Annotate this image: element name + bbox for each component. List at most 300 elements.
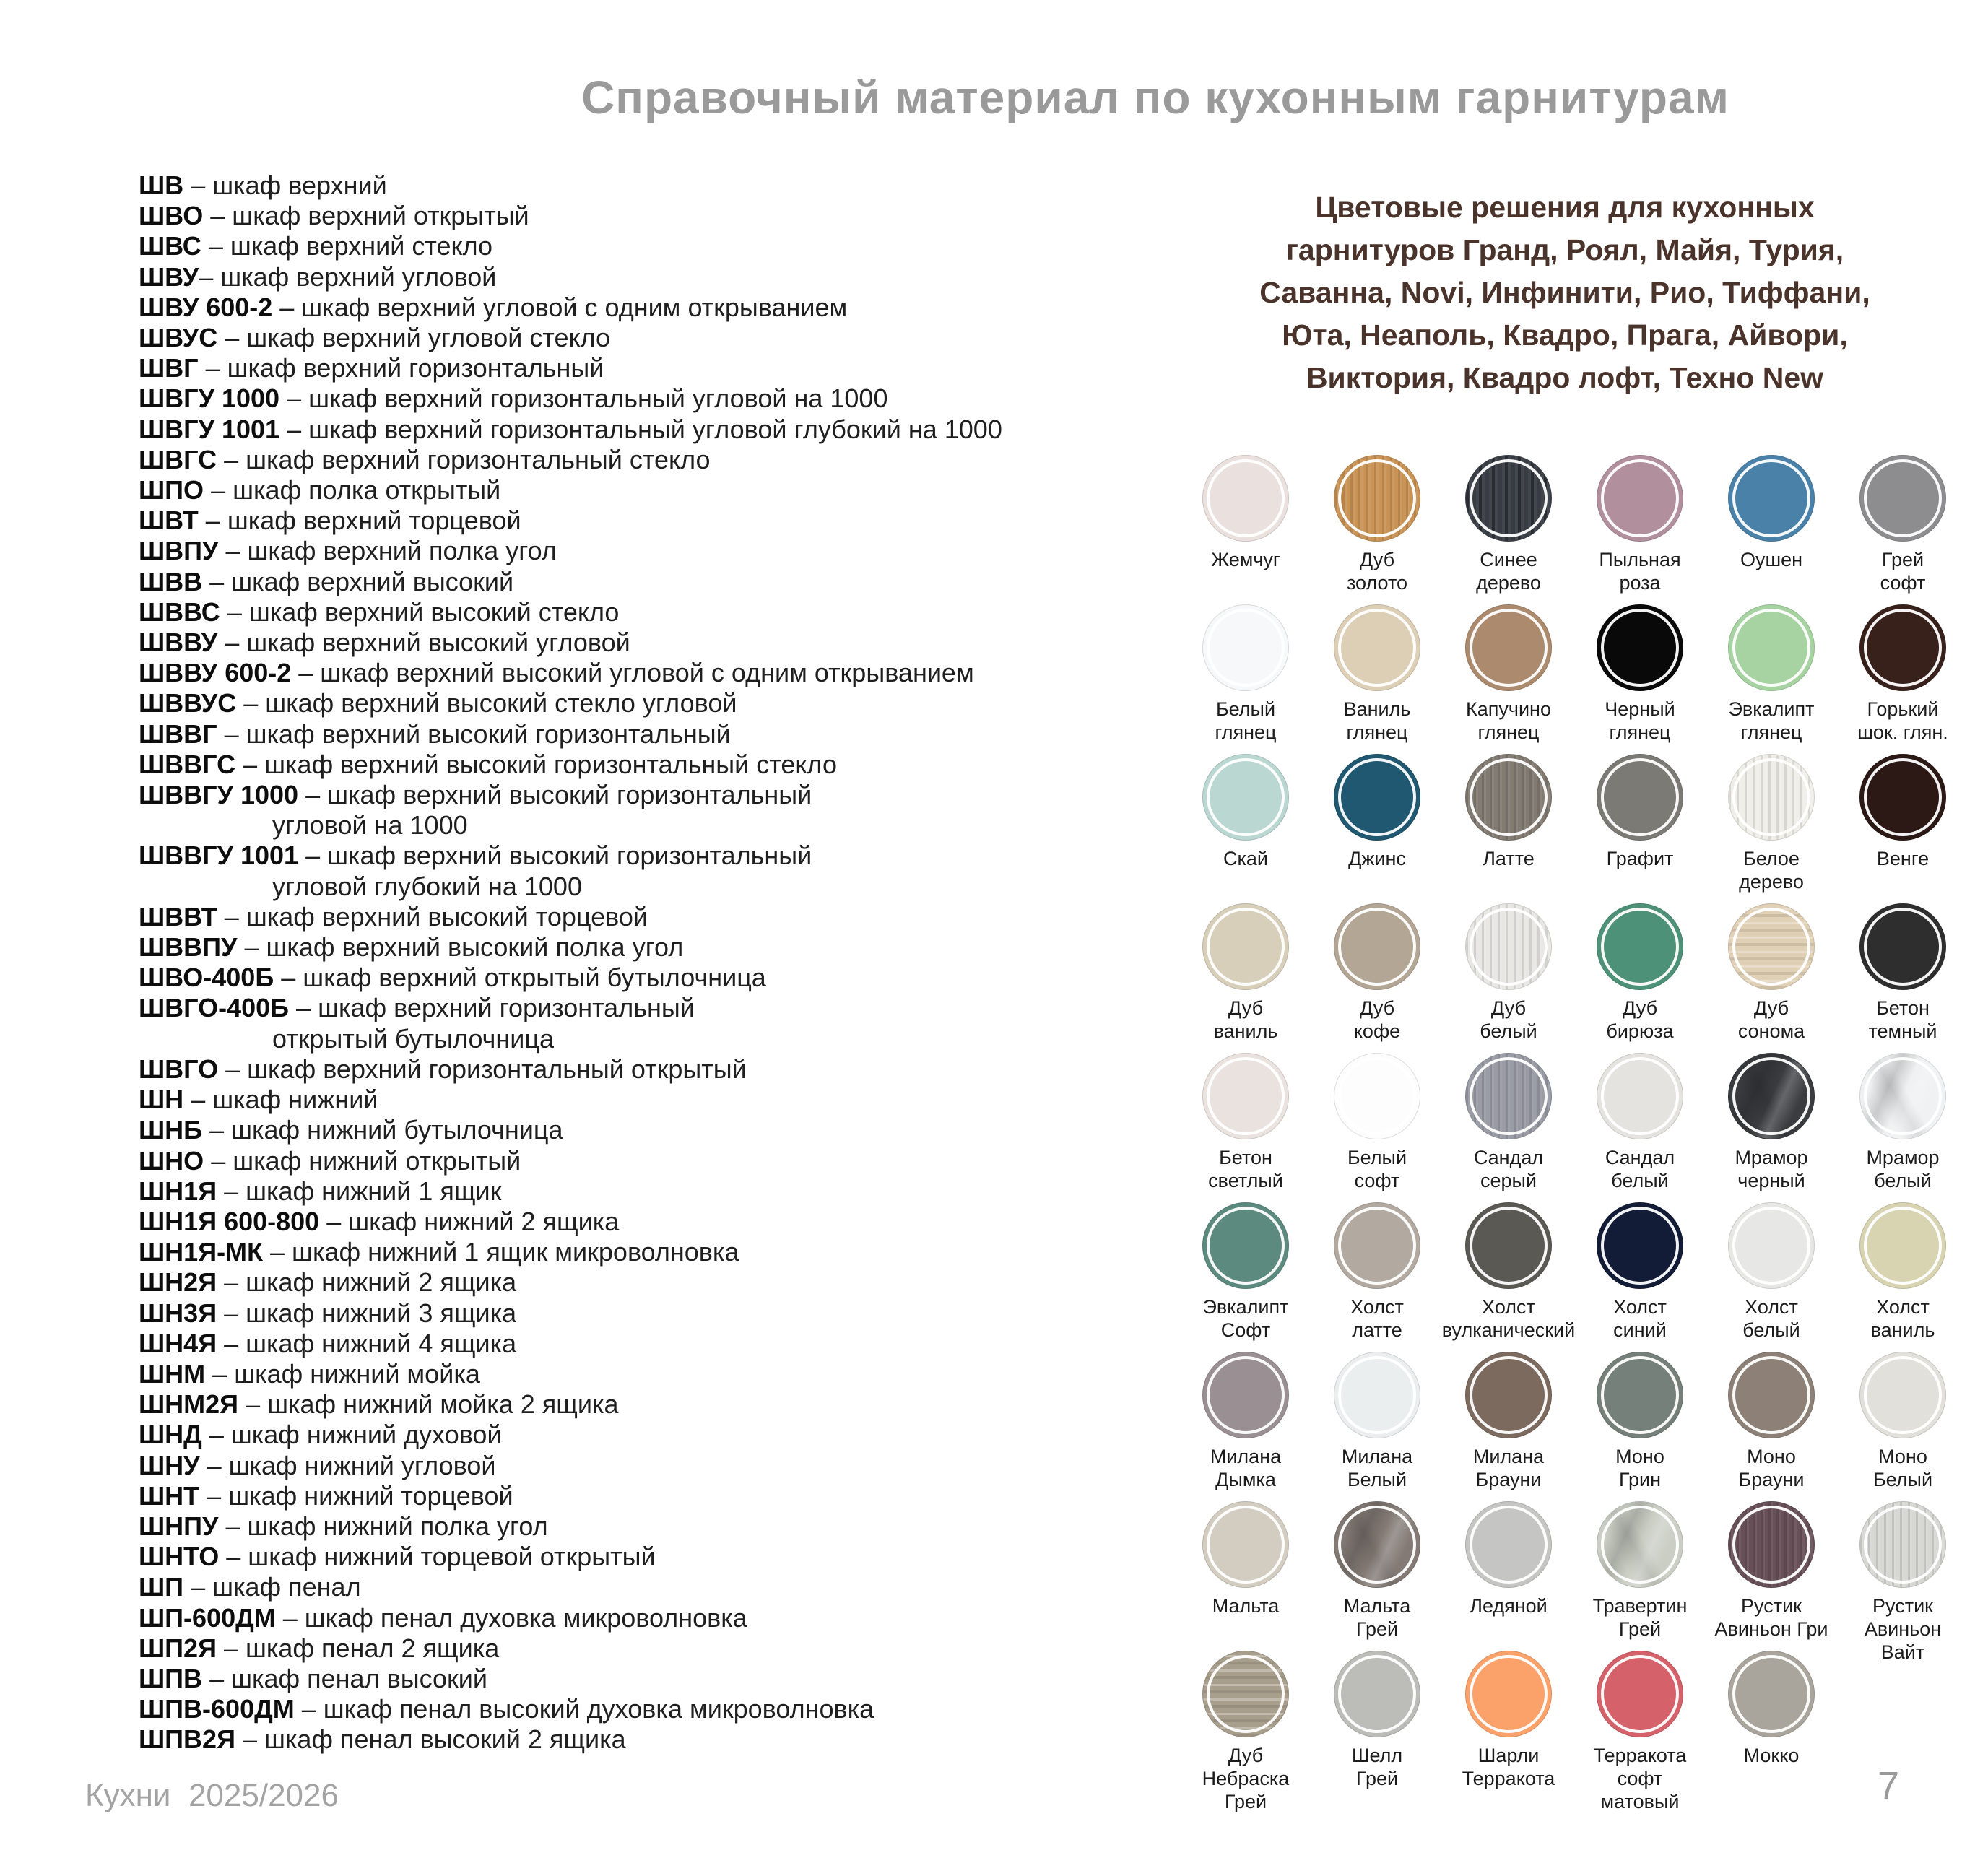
color-swatch-label: Холст ваниль [1870, 1296, 1935, 1341]
color-swatch-label: Эвкалипт глянец [1728, 698, 1815, 743]
abbreviation-item [139, 627, 1193, 658]
abbreviation-item [139, 567, 1193, 597]
color-swatch-circle [1202, 1352, 1289, 1438]
color-swatch-circle [1728, 1501, 1815, 1588]
abbreviation-desc: – шкаф верхний высокий [202, 566, 514, 596]
abbreviation-item [139, 1115, 1193, 1145]
color-swatch-label: Моно Белый [1872, 1446, 1933, 1490]
abbreviation-code: ШВГС [139, 444, 217, 474]
abbreviation-desc: – шкаф нижний 1 ящик микроволновка [263, 1237, 739, 1267]
color-swatch-circle [1728, 604, 1815, 691]
abbreviation-item [139, 841, 1193, 901]
abbreviation-desc: – шкаф пенал [183, 1572, 361, 1602]
color-swatch [1706, 1053, 1837, 1202]
abbreviation-code: ШН [139, 1085, 184, 1115]
abbreviation-item [139, 1633, 1193, 1664]
abbreviation-code: ШВВУС [139, 688, 237, 718]
color-swatch-label: Рустик Авиньон Вайт [1864, 1595, 1942, 1663]
abbreviation-item [139, 993, 1193, 1054]
abbreviation-code: ШНМ2Я [139, 1389, 239, 1420]
abbreviation-code: ШВВГУ 1001 [139, 841, 299, 871]
color-swatch [1443, 903, 1574, 1053]
abbreviation-desc: – шкаф верхний открытый [203, 201, 529, 231]
abbreviation-code: ШВВС [139, 596, 220, 627]
color-swatch [1837, 1352, 1962, 1501]
color-swatch [1443, 1501, 1574, 1651]
color-swatch [1180, 1501, 1311, 1651]
color-swatch [1443, 1352, 1574, 1501]
abbreviation-code: ШП-600ДМ [139, 1602, 276, 1633]
color-swatch-label: Скай [1223, 848, 1268, 869]
color-swatch [1311, 903, 1443, 1053]
color-swatch-circle [1597, 1501, 1683, 1588]
abbreviation-desc: – шкаф верхний высокий полка угол [237, 932, 684, 963]
abbreviation-desc: – шкаф верхний высокий горизонтальный [217, 718, 731, 749]
abbreviation-code: ШП [139, 1572, 184, 1602]
color-swatch [1574, 1202, 1706, 1352]
color-swatch-label: Графит [1606, 848, 1674, 869]
abbreviation-desc: – шкаф верхний высокий торцевой [217, 901, 648, 932]
abbreviation-item [139, 1572, 1193, 1602]
abbreviation-item [139, 201, 1193, 231]
abbreviation-item [139, 597, 1193, 627]
color-swatch-circle [1728, 903, 1815, 990]
abbreviation-desc: – шкаф нижний 2 ящика [319, 1206, 620, 1236]
abbreviation-code: ШВГ [139, 353, 199, 383]
abbreviation-code: ШНУ [139, 1450, 200, 1480]
abbreviation-item [139, 1054, 1193, 1085]
color-swatch [1574, 1501, 1706, 1651]
color-swatch-circle [1334, 455, 1420, 542]
color-swatch-circle [1465, 754, 1552, 841]
abbreviation-desc: – шкаф верхний горизонтальный угловой глубокий на 1000 [279, 414, 1002, 444]
color-swatch-label: Белый софт [1347, 1147, 1407, 1191]
color-swatch-label: Мрамор белый [1866, 1147, 1940, 1191]
abbreviation-desc: – шкаф нижний 2 ящика [217, 1267, 517, 1298]
abbreviation-desc: – шкаф верхний высокий стекло угловой [236, 688, 737, 718]
color-swatch-circle [1334, 903, 1420, 990]
abbreviation-desc: – шкаф верхний высокий горизонтальный [298, 780, 812, 810]
color-swatch-circle [1465, 1202, 1552, 1289]
color-swatch-label: Горький шок. глян. [1857, 698, 1948, 743]
color-swatch-circle [1465, 1352, 1552, 1438]
abbreviation-code: ШПВ2Я [139, 1724, 235, 1755]
abbreviation-code: ШВО [139, 201, 204, 231]
abbreviation-desc: – шкаф пенал духовка микроволновка [275, 1602, 747, 1633]
abbreviation-code: ШВВТ [139, 901, 217, 932]
abbreviation-item [139, 323, 1193, 353]
abbreviation-desc: – шкаф верхний горизонтальный открытый [218, 1054, 747, 1084]
color-swatch-label: Мальта [1212, 1595, 1280, 1617]
abbreviation-desc: – шкаф верхний горизонтальный угловой на 1000 [279, 383, 888, 414]
abbreviation-item [139, 445, 1193, 475]
color-swatch [1574, 604, 1706, 754]
color-swatch-label: Ваниль глянец [1343, 698, 1411, 743]
color-swatch-label: Травертин Грей [1592, 1595, 1688, 1640]
color-swatch-label: Эвкалипт Софт [1202, 1296, 1289, 1341]
color-swatch [1574, 903, 1706, 1053]
color-swatch-circle [1728, 1651, 1815, 1737]
abbreviation-desc: – шкаф нижний 1 ящик [217, 1176, 502, 1206]
abbreviation-desc-continued: угловой глубокий на 1000 [272, 871, 582, 901]
abbreviation-item [139, 719, 1193, 750]
abbreviation-code: ШВГО [139, 1054, 219, 1084]
color-swatch-circle [1597, 604, 1683, 691]
color-swatch-label: Бетон светлый [1208, 1147, 1283, 1191]
abbreviation-code: ШВТ [139, 505, 199, 536]
color-swatch-circle [1597, 1202, 1683, 1289]
abbreviation-item [139, 688, 1193, 718]
color-swatch-label: Сандал серый [1473, 1147, 1544, 1191]
abbreviation-code: ШПВ [139, 1663, 203, 1693]
abbreviation-code: ШП2Я [139, 1633, 217, 1663]
color-swatch-circle [1597, 1053, 1683, 1139]
abbreviation-code: ШНД [139, 1420, 202, 1450]
abbreviation-desc: – шкаф верхний горизонтальный [289, 993, 695, 1023]
abbreviation-code: ШНБ [139, 1115, 203, 1145]
abbreviation-item [139, 1359, 1193, 1389]
abbreviation-desc: – шкаф верхний открытый бутылочница [274, 963, 766, 993]
color-swatch [1180, 754, 1311, 903]
color-swatch-label: Терракота софт матовый [1593, 1745, 1687, 1812]
abbreviation-item [139, 262, 1193, 292]
color-swatch [1180, 604, 1311, 754]
abbreviation-desc: – шкаф верхний высокий горизонтальный стекло [235, 749, 837, 779]
abbreviation-item [139, 932, 1193, 963]
color-swatch-label: Моно Грин [1615, 1446, 1664, 1490]
color-swatch [1180, 903, 1311, 1053]
color-swatch-label: Шарли Терракота [1462, 1745, 1555, 1789]
abbreviation-desc: – шкаф нижний мойка [205, 1358, 480, 1389]
color-swatch-circle [1334, 1501, 1420, 1588]
color-swatch [1443, 1202, 1574, 1352]
color-swatch-circle [1465, 455, 1552, 542]
color-swatch [1706, 1651, 1837, 1800]
color-swatch-label: Капучино глянец [1466, 698, 1551, 743]
color-swatch-label: Жемчуг [1211, 549, 1280, 570]
abbreviation-desc: – шкаф верхний высокий угловой с одним открыванием [291, 658, 974, 688]
abbreviation-item [139, 750, 1193, 780]
abbreviation-code: ШВВГУ 1000 [139, 780, 299, 810]
color-swatch-circle [1465, 1501, 1552, 1588]
color-swatch [1706, 1352, 1837, 1501]
abbreviation-desc: – шкаф нижний 3 ящика [217, 1298, 517, 1328]
color-swatch-label: Холст латте [1350, 1296, 1404, 1341]
abbreviation-code: ШН1Я 600-800 [139, 1206, 320, 1236]
abbreviation-item [139, 414, 1193, 445]
abbreviation-code: ШВГУ 1001 [139, 414, 280, 444]
abbreviation-code: ШВС [139, 231, 201, 261]
abbreviation-desc: – шкаф нижний мойка 2 ящика [238, 1389, 619, 1420]
abbreviation-code: ШН2Я [139, 1267, 217, 1298]
color-swatch-circle [1465, 903, 1552, 990]
color-swatch-label: Дуб Небраска Грей [1202, 1745, 1290, 1812]
abbreviation-desc: – шкаф верхний горизонтальный [198, 353, 604, 383]
page-number: 7 [1878, 1764, 1900, 1807]
color-swatch-circle [1202, 1651, 1289, 1737]
color-swatch-label: Рустик Авиньон Гри [1714, 1595, 1828, 1640]
color-swatch-circle [1465, 1651, 1552, 1737]
abbreviation-desc: – шкаф пенал высокий [202, 1663, 487, 1693]
abbreviation-code: ШНТ [139, 1480, 200, 1511]
color-swatch [1574, 1651, 1706, 1812]
abbreviation-desc: – шкаф нижний открытый [204, 1145, 521, 1176]
color-swatch-label: Дуб ваниль [1213, 997, 1278, 1042]
abbreviation-item [139, 902, 1193, 932]
abbreviation-item [139, 1420, 1193, 1450]
color-swatch-circle [1859, 1202, 1946, 1289]
color-swatch-label: Милана Белый [1341, 1446, 1413, 1490]
abbreviation-item [139, 292, 1193, 323]
abbreviation-desc: – шкаф нижний торцевой [199, 1480, 513, 1511]
color-swatch [1311, 1352, 1443, 1501]
color-swatch-circle [1334, 754, 1420, 841]
abbreviation-code: ШН4Я [139, 1328, 217, 1358]
abbreviation-item [139, 1207, 1193, 1237]
abbreviation-desc: – шкаф пенал высокий 2 ящика [235, 1724, 626, 1755]
color-swatch-circle [1334, 1053, 1420, 1139]
color-swatch [1837, 1501, 1962, 1663]
abbreviation-desc: – шкаф нижний 4 ящика [217, 1328, 517, 1358]
swatch-grid [1180, 455, 1962, 1812]
color-swatch [1574, 455, 1706, 604]
abbreviation-desc: – шкаф верхний торцевой [198, 505, 521, 536]
color-swatch-label: Милана Брауни [1472, 1446, 1545, 1490]
color-swatch [1706, 754, 1837, 903]
abbreviation-desc: – шкаф пенал высокий духовка микроволновка [294, 1694, 874, 1724]
abbreviation-item [139, 1603, 1193, 1633]
abbreviation-item [139, 1329, 1193, 1359]
color-swatch-label: Сандал белый [1605, 1147, 1675, 1191]
color-swatch [1311, 1651, 1443, 1800]
color-swatch-label: Ледяной [1470, 1595, 1548, 1617]
abbreviation-desc: – шкаф нижний духовой [201, 1420, 502, 1450]
abbreviation-desc: – шкаф верхний угловой [199, 261, 497, 292]
color-swatch [1443, 1651, 1574, 1800]
color-swatch-circle [1465, 604, 1552, 691]
abbreviation-item [139, 505, 1193, 536]
abbreviation-desc: – шкаф верхний полка угол [218, 536, 557, 566]
footer-catalog-label: Кухни 2025/2026 [85, 1778, 339, 1813]
color-swatch-circle [1728, 754, 1815, 841]
color-swatch [1443, 604, 1574, 754]
color-swatch-circle [1597, 903, 1683, 990]
color-swatch [1837, 1053, 1962, 1202]
color-swatch [1180, 1352, 1311, 1501]
abbreviation-code: ШНМ [139, 1358, 206, 1389]
color-swatch-circle [1202, 604, 1289, 691]
abbreviation-list [139, 170, 1193, 1755]
color-swatch-label: Синее дерево [1476, 549, 1541, 594]
color-swatch [1706, 455, 1837, 604]
color-swatch [1706, 1202, 1837, 1352]
color-swatch-label: Дуб золото [1346, 549, 1408, 594]
color-swatch [1311, 1501, 1443, 1651]
abbreviation-code: ШВВГ [139, 718, 217, 749]
color-swatch-circle [1597, 1352, 1683, 1438]
color-swatch-circle [1859, 604, 1946, 691]
color-swatch-circle [1859, 903, 1946, 990]
abbreviation-code: ШН1Я-МК [139, 1237, 264, 1267]
abbreviation-code: ШНО [139, 1145, 204, 1176]
abbreviation-code: ШНТО [139, 1542, 220, 1572]
color-swatch-label: Дуб кофе [1353, 997, 1401, 1042]
color-swatch-label: Дуб сонома [1737, 997, 1805, 1042]
color-swatch-circle [1597, 1651, 1683, 1737]
color-swatch-label: Милана Дымка [1210, 1446, 1282, 1490]
abbreviation-item [139, 1664, 1193, 1694]
color-swatch-circle [1334, 1202, 1420, 1289]
abbreviation-code: ШВГО-400Б [139, 993, 290, 1023]
color-swatch-label: Моно Брауни [1738, 1446, 1805, 1490]
color-swatch [1837, 754, 1962, 903]
abbreviation-item [139, 1267, 1193, 1298]
abbreviation-code: ШН1Я [139, 1176, 217, 1206]
abbreviation-item [139, 1694, 1193, 1724]
color-swatch-label: Холст синий [1613, 1296, 1667, 1341]
abbreviation-code: ШВВ [139, 566, 203, 596]
color-swatch [1311, 455, 1443, 604]
abbreviation-code: ШВО-400Б [139, 963, 274, 993]
abbreviation-desc: – шкаф верхний высокий горизонтальный [298, 841, 812, 871]
color-swatch-label: Холст белый [1742, 1296, 1800, 1341]
color-swatch-circle [1597, 754, 1683, 841]
color-swatch [1706, 604, 1837, 754]
abbreviation-code: ШПВ-600ДМ [139, 1694, 295, 1724]
color-swatch [1311, 1202, 1443, 1352]
color-swatch-label: Венге [1876, 848, 1930, 869]
color-swatch [1180, 1202, 1311, 1352]
color-swatch-label: Оушен [1740, 549, 1803, 570]
abbreviation-item [139, 1542, 1193, 1572]
abbreviation-desc: – шкаф верхний высокий стекло [220, 596, 620, 627]
color-swatch [1180, 455, 1311, 604]
abbreviation-code: ШНПУ [139, 1511, 219, 1541]
color-swatch-circle [1728, 1352, 1815, 1438]
abbreviation-desc: – шкаф полка открытый [204, 475, 501, 505]
color-swatch-label: Шелл Грей [1351, 1745, 1403, 1789]
color-swatch [1837, 903, 1962, 1053]
abbreviation-desc: – шкаф верхний высокий угловой [217, 627, 630, 658]
color-swatch [1574, 1352, 1706, 1501]
abbreviation-desc: – шкаф верхний горизонтальный стекло [217, 444, 711, 474]
color-swatch-label: Бетон темный [1868, 997, 1937, 1042]
abbreviation-code: ШВВПУ [139, 932, 238, 963]
color-swatch [1311, 754, 1443, 903]
color-swatch-circle [1859, 1352, 1946, 1438]
color-swatch-circle [1859, 1501, 1946, 1588]
color-swatch [1443, 455, 1574, 604]
color-swatch [1443, 1053, 1574, 1202]
color-swatch-circle [1334, 1651, 1420, 1737]
color-swatch-circle [1334, 1352, 1420, 1438]
color-swatch-label: Дуб белый [1480, 997, 1537, 1042]
abbreviation-code: ШВВГС [139, 749, 236, 779]
color-swatch-circle [1334, 604, 1420, 691]
color-swatch [1837, 455, 1962, 604]
abbreviation-item [139, 475, 1193, 505]
color-swatch-label: Дуб бирюза [1606, 997, 1674, 1042]
abbreviation-item [139, 1085, 1193, 1115]
color-swatch [1180, 1053, 1311, 1202]
color-swatch [1837, 604, 1962, 754]
color-swatch [1443, 754, 1574, 903]
abbreviation-item [139, 353, 1193, 383]
abbreviation-code: ШВУ [139, 261, 199, 292]
color-swatch-label: Грей софт [1880, 549, 1926, 594]
abbreviation-desc: – шкаф нижний полка угол [218, 1511, 548, 1541]
color-swatch [1311, 604, 1443, 754]
abbreviation-code: ШВПУ [139, 536, 219, 566]
abbreviation-desc: – шкаф нижний бутылочница [202, 1115, 563, 1145]
color-swatch-circle [1202, 1053, 1289, 1139]
abbreviation-desc-continued: угловой на 1000 [272, 810, 468, 841]
color-swatch-circle [1859, 1053, 1946, 1139]
color-swatch-label: Черный глянец [1605, 698, 1675, 743]
abbreviation-code: ШВВУ 600-2 [139, 658, 292, 688]
color-swatch-label: Мокко [1743, 1745, 1800, 1766]
abbreviation-item [139, 1511, 1193, 1542]
color-swatch [1311, 1053, 1443, 1202]
abbreviation-item [139, 1481, 1193, 1511]
color-swatch [1574, 754, 1706, 903]
abbreviation-item [139, 1237, 1193, 1267]
color-swatch [1706, 1501, 1837, 1651]
abbreviation-code: ШВУС [139, 323, 218, 353]
abbreviation-desc: – шкаф верхний стекло [201, 231, 493, 261]
color-swatch [1706, 903, 1837, 1053]
abbreviation-item [139, 170, 1193, 201]
abbreviation-desc: – шкаф нижний торцевой открытый [219, 1542, 656, 1572]
abbreviation-code: ШН3Я [139, 1298, 217, 1328]
color-swatch-label: Мальта Грей [1343, 1595, 1411, 1640]
color-swatch-circle [1202, 1202, 1289, 1289]
color-swatch-circle [1202, 1501, 1289, 1588]
abbreviation-item [139, 780, 1193, 841]
abbreviation-item [139, 1176, 1193, 1207]
abbreviation-desc: – шкаф пенал 2 ящика [216, 1633, 500, 1663]
abbreviation-desc: – шкаф нижний [183, 1085, 378, 1115]
abbreviation-item [139, 1451, 1193, 1481]
abbreviation-item [139, 1724, 1193, 1755]
color-swatch [1574, 1053, 1706, 1202]
color-swatch-circle [1859, 754, 1946, 841]
abbreviation-desc: – шкаф нижний угловой [199, 1450, 496, 1480]
color-swatch-label: Мрамор черный [1735, 1147, 1808, 1191]
color-swatch-label: Латте [1483, 848, 1535, 869]
abbreviation-item [139, 1389, 1193, 1420]
color-swatch-circle [1597, 455, 1683, 542]
abbreviation-code: ШВВУ [139, 627, 218, 658]
color-swatch-circle [1859, 455, 1946, 542]
color-swatch-circle [1202, 903, 1289, 990]
color-swatch-label: Холст вулканический [1441, 1296, 1576, 1341]
color-swatch-label: Белый глянец [1215, 698, 1277, 743]
color-swatch-label: Пыльная роза [1599, 549, 1681, 594]
color-swatch [1180, 1651, 1311, 1812]
color-swatch-label: Джинс [1348, 848, 1406, 869]
abbreviation-code: ШВ [139, 170, 184, 200]
abbreviation-item [139, 536, 1193, 566]
abbreviation-item [139, 1146, 1193, 1176]
abbreviation-desc: – шкаф верхний угловой стекло [217, 323, 611, 353]
color-swatch [1837, 1202, 1962, 1352]
abbreviation-item [139, 658, 1193, 688]
color-swatch-label: Белое дерево [1739, 848, 1804, 893]
color-swatch-circle [1728, 455, 1815, 542]
color-swatch-circle [1465, 1053, 1552, 1139]
colors-panel-heading: Цветовые решения для кухонных гарнитуров Гранд, Роял, Майя, Турия, Саванна, Novi, Инфинити, Рио, Тиффани, Юта, Неаполь, Квадро, Прага, Айвори, Виктория, Квадро лофт, Техно New [1259, 191, 1870, 395]
